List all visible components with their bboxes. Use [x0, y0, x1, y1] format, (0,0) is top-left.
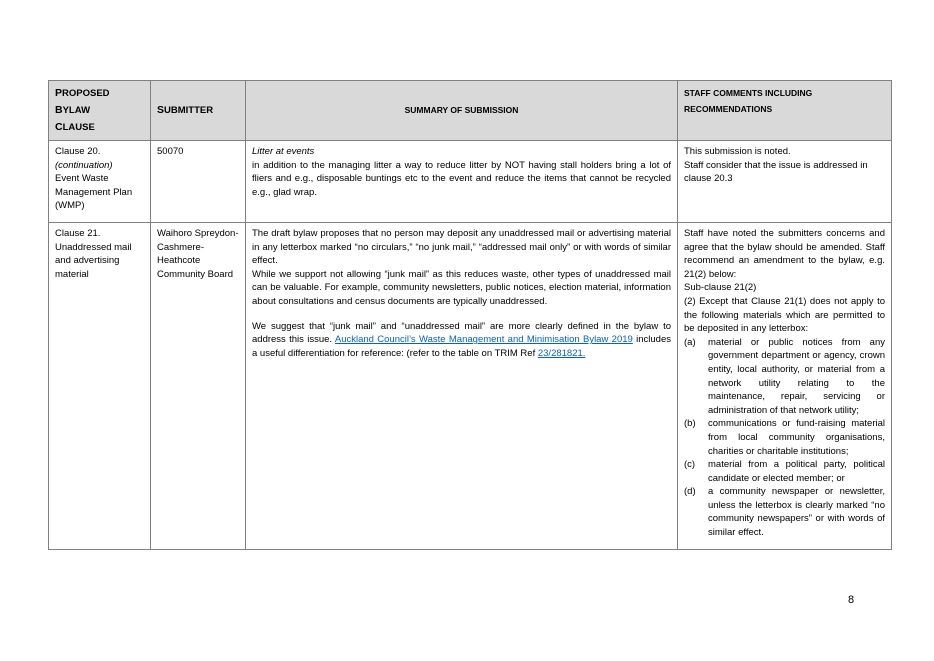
trim-ref-link[interactable]: 23/281821.	[537, 347, 586, 359]
list-item	[684, 336, 885, 418]
list-item	[684, 485, 885, 539]
submissions-table	[48, 80, 892, 550]
header-summary-of-submission: SUMMARY OF SUBMISSION	[246, 81, 678, 141]
submitter-name: 50070	[157, 146, 184, 157]
staff-comment-cell	[678, 141, 892, 223]
list-item	[684, 417, 885, 458]
list-text: material or public notices from any government department or agency, crown entity, local authority, or material from a network utility relating to the maintenance, repair, servicing or administration of that network utility;	[708, 336, 885, 416]
staff-comment-cell	[678, 223, 892, 550]
staff-clause-text: (2) Except that Clause 21(1) does not apply to the following materials which are permitted to be deposited in any letterbox:	[684, 295, 885, 335]
list-text: a community newspaper or newsletter, unless the letterbox is clearly marked “no community newspapers” or with words of similar effect.	[708, 486, 885, 539]
staff-subclause: Sub-clause 21(2)	[684, 282, 757, 294]
summary-paragraph: The draft bylaw proposes that no person may deposit any unaddressed mail or advertising material in any letterbox marked “no circulars,” “no junk mail,” “addressed mail only” or with words of similar effect.	[252, 228, 671, 267]
header-submitter: SUBMITTER	[151, 81, 246, 141]
summary-body: in addition to the managing litter a way to reduce litter by NOT having stall holders bring a lot of fliers and e.g., disposable buntings etc to the event and reduce the items that cannot be recycled e.g., glad wrap.	[252, 159, 671, 198]
submitter-name: Waihoro Spreydon-Cashmere-Heathcote Community Board	[157, 228, 239, 280]
header-proposed-bylaw-clause: PROPOSED BYLAW CLAUSE	[49, 81, 151, 141]
list-marker: (d)	[684, 486, 696, 498]
table-row	[49, 141, 892, 223]
table-header-row	[49, 81, 892, 141]
list-marker: (c)	[684, 459, 696, 471]
clause-continuation: (continuation)	[55, 159, 113, 171]
summary-cell	[246, 223, 678, 550]
staff-intro: Staff have noted the submitters concerns and agree that the bylaw should be amended. Staff recommend an amendment to the bylaw, e.g. 21(2) below:	[684, 228, 885, 280]
list-text: material from a political party, political candidate or elected member; or	[708, 459, 885, 484]
summary-cell	[246, 141, 678, 223]
page-number: 8	[848, 594, 855, 606]
staff-comment-line: Staff consider that the issue is addressed in clause 20.3	[684, 159, 868, 185]
summary-heading: Litter at events	[252, 146, 315, 157]
clause-cell	[49, 141, 151, 223]
clause-title: Event Waste Management Plan (WMP)	[55, 173, 133, 212]
summary-text: includes a useful differentiation for reference: (refer to the table on TRIM Ref	[252, 334, 671, 359]
auckland-bylaw-link[interactable]: Auckland Council’s Waste Management and Minimisation Bylaw 2019	[334, 334, 633, 346]
clause-cell	[49, 223, 151, 550]
clause-number: Clause 21.	[55, 228, 101, 239]
list-marker: (a)	[684, 336, 696, 348]
summary-paragraph	[252, 320, 671, 361]
submitter-cell	[151, 141, 246, 223]
summary-paragraph: While we support not allowing “junk mail” as this reduces waste, other types of unaddressed mail can be valuable. For example, community newsletters, public notices, election material, information about consultations and census documents are typically unaddressed.	[252, 268, 671, 307]
summary-text: We suggest that “junk mail” and “unaddressed mail” are more clearly defined in the bylaw to address this issue.	[252, 320, 671, 346]
clause-number: Clause 20.	[55, 146, 101, 157]
header-staff-comments: STAFF COMMENTS INCLUDING RECOMMENDATIONS	[678, 81, 892, 141]
clause-title: Unaddressed mail and advertising material	[55, 241, 132, 280]
list-item	[684, 458, 885, 485]
table-row	[49, 223, 892, 550]
submitter-cell	[151, 223, 246, 550]
staff-comment-line: This submission is noted.	[684, 146, 791, 157]
list-marker: (b)	[684, 418, 696, 430]
list-text: communications or fund-raising material from local community organisations, charities or charitable institutions;	[708, 418, 885, 457]
